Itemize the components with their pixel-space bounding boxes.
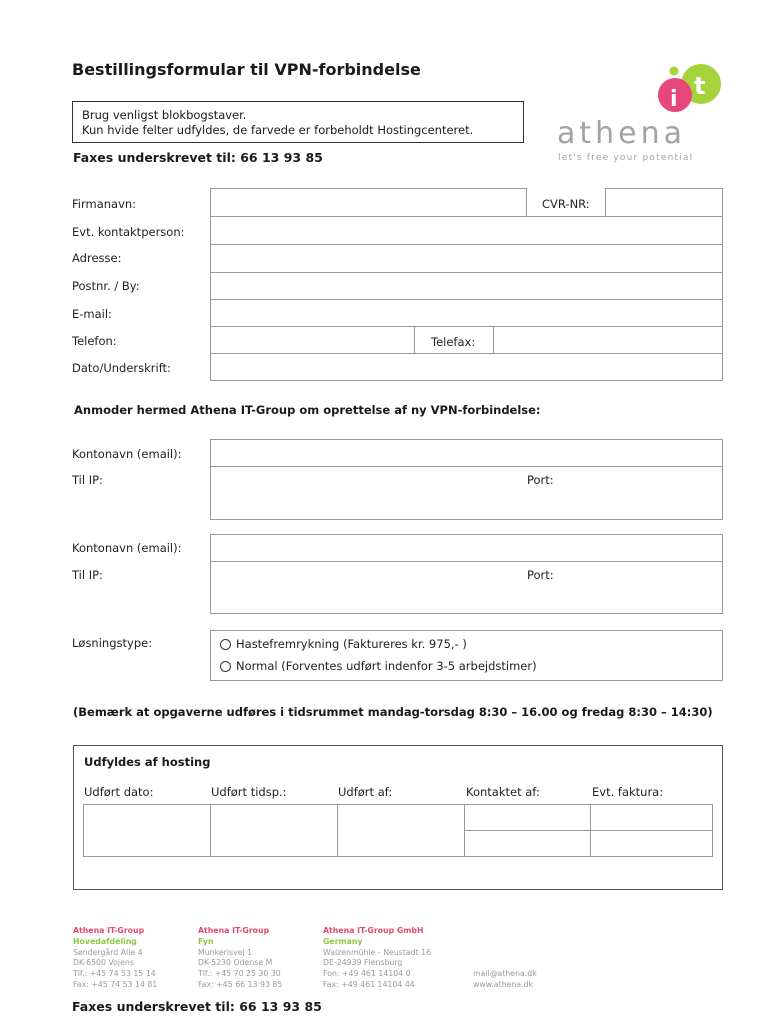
ip-port-field-1[interactable] — [210, 466, 723, 520]
telefon-field[interactable] — [210, 326, 415, 354]
footer-fyn — [198, 926, 282, 991]
radio-normal[interactable] — [220, 661, 231, 672]
hosting-cell-dato[interactable] — [83, 804, 211, 857]
label-telefax: Telefax: — [431, 335, 476, 349]
dato-underskrift-field[interactable] — [210, 353, 723, 381]
footer-col1-line3: Tlf.: +45 74 53 15 14 — [73, 969, 156, 979]
instructions-box — [72, 101, 524, 143]
ip-port-field-2[interactable] — [210, 561, 723, 614]
footer-contact — [473, 969, 537, 991]
label-losningstype: Løsningstype: — [72, 636, 153, 650]
hosting-cell-kontaktet-top[interactable] — [464, 804, 591, 831]
footer-col2-line2: DK-5230 Odense M — [198, 958, 273, 968]
logo-wordmark: athena — [557, 116, 687, 151]
option-hastefremrykning-label: Hastefremrykning (Faktureres kr. 975,- ) — [236, 637, 467, 651]
footer-col3-line1: Walzenmühle - Neustadt 16 — [323, 947, 432, 957]
logo-badge-i: i — [670, 87, 678, 112]
kontonavn-field-1[interactable] — [210, 439, 723, 467]
firmanavn-field[interactable] — [210, 188, 527, 217]
label-kontonavn-1: Kontonavn (email): — [72, 447, 182, 461]
footer-col2-name: Athena IT-Group — [198, 926, 270, 935]
hosting-heading: Udfyldes af hosting — [84, 755, 211, 769]
athena-logo — [555, 62, 725, 166]
col-udfort-tidsp: Udført tidsp.: — [211, 785, 287, 799]
col-kontaktet-af: Kontaktet af: — [466, 785, 540, 799]
label-postnr: Postnr. / By: — [72, 279, 140, 293]
footer-email-link[interactable]: mail@athena.dk — [473, 969, 537, 978]
cvr-field[interactable] — [605, 188, 723, 217]
footer-col1-line1: Søndergård Alle 4 — [73, 947, 143, 957]
kontonavn-field-2[interactable] — [210, 534, 723, 562]
label-telefon: Telefon: — [72, 334, 117, 348]
logo-badge-t: t — [694, 72, 706, 100]
footer-col2-line1: Munkerisvej 1 — [198, 947, 253, 957]
footer-col2-line4: Fax: +45 66 13 93 85 — [198, 979, 283, 989]
hosting-cell-kontaktet-bottom[interactable] — [464, 830, 591, 857]
footer-col3-sub: Germany — [323, 936, 363, 946]
footer-col1-line2: DK-6500 Vojens — [73, 958, 134, 968]
adresse-field[interactable] — [210, 244, 723, 273]
label-til-ip-1: Til IP: — [72, 473, 103, 487]
telefax-field[interactable] — [493, 326, 723, 354]
footer-col3-line2: DE-24939 Flensburg — [323, 958, 403, 968]
col-udfort-af: Udført af: — [338, 785, 393, 799]
fax-number-bottom: Faxes underskrevet til: 66 13 93 85 — [72, 999, 322, 1014]
hosting-cell-faktura-bottom[interactable] — [590, 830, 713, 857]
label-til-ip-2: Til IP: — [72, 568, 103, 582]
fax-number-top: Faxes underskrevet til: 66 13 93 85 — [73, 150, 323, 165]
hosting-cell-faktura-top[interactable] — [590, 804, 713, 831]
label-kontaktperson: Evt. kontaktperson: — [72, 225, 185, 239]
label-email: E-mail: — [72, 307, 112, 321]
option-normal-label: Normal (Forventes udført indenfor 3-5 arbejdstimer) — [236, 659, 537, 673]
footer-hovedafdeling — [73, 926, 157, 991]
request-heading: Anmoder hermed Athena IT-Group om oprettelse af ny VPN-forbindelse: — [74, 403, 541, 417]
postnr-field[interactable] — [210, 272, 723, 300]
opening-hours-notice: (Bemærk at opgaverne udføres i tidsrummet mandag-torsdag 8:30 – 16.00 og fredag 8:30 – 14:30) — [73, 705, 713, 719]
footer-col3-name: Athena IT-Group GmbH — [323, 926, 424, 935]
logo-tagline: let's free your potential — [558, 153, 694, 163]
instruction-line-1: Brug venligst blokbogstaver. — [82, 108, 247, 122]
hosting-cell-af[interactable] — [337, 804, 465, 857]
footer-germany — [323, 926, 431, 991]
footer-col2-line3: Tlf.: +45 70 25 30 30 — [198, 969, 281, 979]
footer-col1-line4: Fax: +45 74 53 14 81 — [73, 979, 158, 989]
label-port-1: Port: — [527, 473, 554, 487]
label-port-2: Port: — [527, 568, 554, 582]
label-kontonavn-2: Kontonavn (email): — [72, 541, 182, 555]
instruction-line-2: Kun hvide felter udfyldes, de farvede er forbeholdt Hostingcenteret. — [82, 122, 474, 137]
label-dato: Dato/Underskrift: — [72, 361, 171, 375]
email-field[interactable] — [210, 299, 723, 327]
footer-col1-name: Athena IT-Group — [73, 926, 145, 935]
option-normal[interactable] — [220, 659, 537, 673]
label-firmanavn: Firmanavn: — [72, 197, 137, 211]
hosting-cell-tidsp[interactable] — [210, 804, 338, 857]
form-title: Bestillingsformular til VPN-forbindelse — [72, 60, 421, 79]
radio-hastefremrykning[interactable] — [220, 639, 231, 650]
footer-col2-sub: Fyn — [198, 936, 214, 946]
footer-col3-line3: Fon: +49 461 14104 0 — [323, 969, 411, 979]
col-udfort-dato: Udført dato: — [84, 785, 154, 799]
label-cvr: CVR-NR: — [542, 197, 590, 211]
label-adresse: Adresse: — [72, 251, 122, 265]
option-hastefremrykning[interactable] — [220, 637, 467, 651]
col-evt-faktura: Evt. faktura: — [592, 785, 664, 799]
footer-col1-sub: Hovedafdeling — [73, 936, 137, 946]
kontaktperson-field[interactable] — [210, 216, 723, 245]
footer-web-link[interactable]: www.athena.dk — [473, 979, 534, 989]
footer-col3-line4: Fax: +49 461 14104 44 — [323, 979, 415, 989]
